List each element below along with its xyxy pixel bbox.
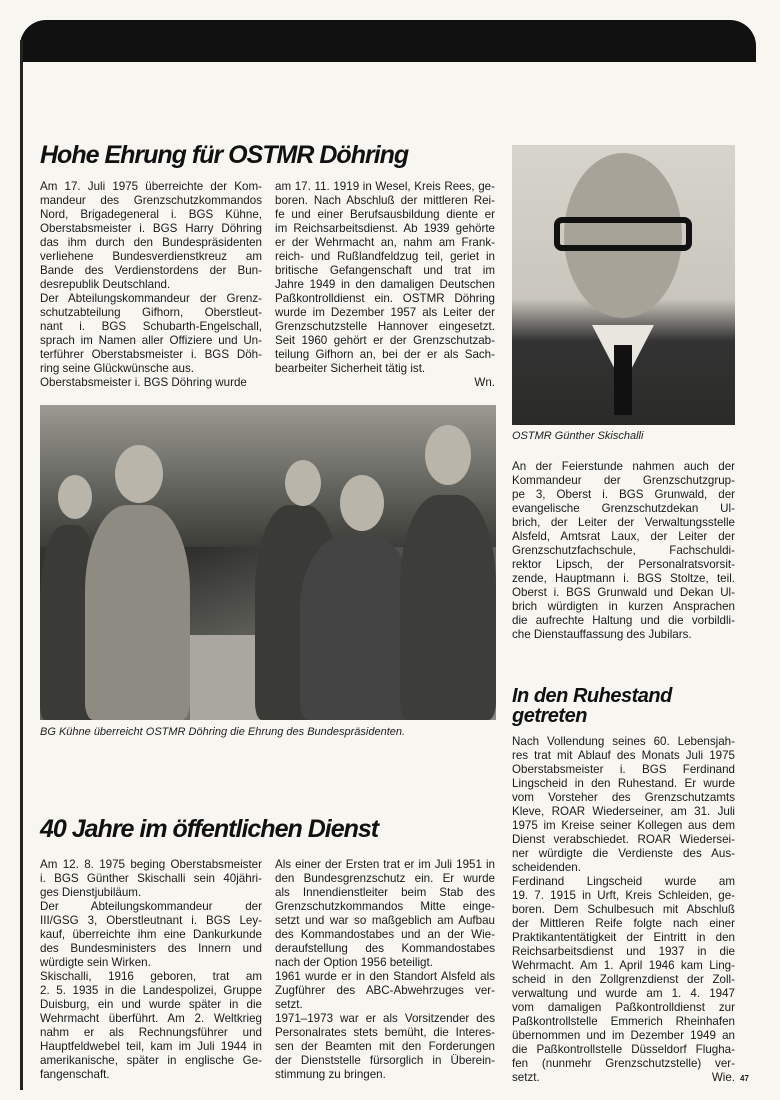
text-line: Praktikantentätigkeit der Eintritt in den [512,931,735,944]
text-line: Grenzschutzstelle Hannover eingesetzt. [275,320,495,333]
portrait-caption: OSTMR Günther Skischalli [512,430,644,442]
header-bar [20,20,756,62]
text-line: i. BGS Günther Skischalli sein 40jähri- [40,872,262,885]
text-line: 1971–1973 war er als Vorsitzender des [275,1012,495,1025]
text-line: Als einer der Ersten trat er im Juli 1951 in [275,858,495,871]
text-line: boren. Nach Abschluß der mittleren Rei- [275,194,495,207]
text-line: bearbeiter Sicherheit tätig ist. [275,362,426,375]
page-edge [20,40,23,1090]
text-line: scheid in den Zollgrenzdienst der Zoll- [512,973,735,986]
text-line: die aufrechte Haltung und die vorbildli- [512,614,735,627]
text-line: übernommen und im Dezember 1949 an [512,1029,735,1042]
text-line: des Kommandostabes und an der Wie- [275,928,495,941]
text-line: nach der Option 1956 beteiligt. [275,956,433,969]
text-line: fe und einer Berufsausbildung diente er [275,208,495,221]
ceremony-photo [40,405,496,720]
text-line: ring seine Glückwünsche aus. [40,362,195,375]
text-line: fangenschaft. [40,1068,110,1081]
text-line: deraufstellung des Kommandostabes [275,942,495,955]
text-line: schutzabteilung Gifhorn, Oberstleut- [40,306,262,319]
text-line: die Paßkontrollstelle Düsseldorf Flugha- [512,1043,735,1056]
article2-col1 [40,858,262,1082]
text-line: Grenzschutzfachschule, Fachschuldi- [512,544,735,557]
text-line: Duisburg, ein und wurde später in die [40,998,262,1011]
text-line: Kleve, ROAR Wiederseiner, am 31. Juli [512,805,735,818]
article3-body [512,735,735,1085]
text-line: 2. 5. 1935 in die Landespolizei, Gruppe [40,984,262,997]
text-line: Hauptfeldwebel teil, kam im Juli 1944 in [40,1040,262,1053]
text-line: ges Dienstjubiläum. [40,886,142,899]
article2-right-col [512,460,735,642]
text-line: würdigte sein Wirken. [40,956,151,969]
text-line: mandeur des Grenzschutzkommandos [40,194,262,207]
text-line: den Bundesgrenzschutz ein. Er wurde [275,872,495,885]
text-line: Paßkontrollstelle Emmerich Rheinhafen [512,1015,735,1028]
article-title-dienst: 40 Jahre im öffentlichen Dienst [40,815,379,843]
text-line: Wehrmacht überführt. Am 2. Weltkrieg [40,1012,262,1025]
text-line: im Reichsarbeitsdienst. Ab 1939 gehörte [275,222,495,235]
text-line: brich würdigten in kurzen Ansprachen [512,600,735,613]
text-line: 1961 wurde er in den Standort Alsfeld als [275,970,495,983]
text-line: fen (nunmehr Grenzschutzstelle) ver- [512,1057,735,1070]
text-line: desrepublik Deutschland. [40,278,171,291]
text-line: Kommandeur der Grenzschutzgrup- [512,474,735,487]
text-line: zende, Hauptmann i. BGS Stoltze, teil. [512,572,735,585]
text-line: che Dienstauffassung des Jubilars. [512,628,692,641]
text-line: sen der Beamten mit den Forderungen [275,1040,495,1053]
text-line: pe 3, Oberst i. BGS Grunwald, der [512,488,735,501]
page-number: 47 [740,1074,749,1083]
text-line: Dienst verabschiedet. ROAR Wiedersei- [512,833,735,846]
text-line: Ferdinand Lingscheid wurde am [512,875,735,888]
text-line: Reichsarbeitsdienst und 1937 in die [512,945,735,958]
text-line: Am 17. Juli 1975 überreichte der Kom- [40,180,262,193]
text-line: Oberstabsmeister i. BGS Harry Döhring [40,222,262,235]
text-line: III/GSG 3, Oberstleutnant i. BGS Ley- [40,914,262,927]
text-line: evangelische Grenzschutzdekan Ul- [512,502,735,515]
article-title-doehring: Hohe Ehrung für OSTMR Döhring [40,141,409,169]
text-line: Jahre 1949 in den damaligen Deutschen [275,278,495,291]
text-line: am 17. 11. 1919 in Wesel, Kreis Rees, ge- [275,180,495,193]
text-line: Wehrmacht. Am 1. April 1946 kam Ling- [512,959,735,972]
text-line: reich- und Rußlandfeldzug teil, geriet in [275,250,495,263]
text-line: setzt und war so maßgeblich am Aufbau [275,914,495,927]
text-line: Paßkontrolldienst ein. OSTMR Döhring [275,292,495,305]
text-line: wurde im Dezember 1957 als Leiter der [275,306,495,319]
text-line: verliehene Bundesverdienstkreuz am [40,250,262,263]
text-line: Oberstabsmeister i. BGS Ferdinand [512,763,735,776]
text-line: setzt. [275,998,303,1011]
article1-col2 [275,180,495,376]
text-line: An der Feierstunde nahmen auch der [512,460,735,473]
text-line: Nord, Brigadegeneral i. BGS Kühne, [40,208,262,221]
text-line: Der Abteilungskommandeur der Grenz- [40,292,262,305]
text-line: res trat mit Ablauf des Monats Juli 1975 [512,749,735,762]
photo-caption: BG Kühne überreicht OSTMR Döhring die Ehrung des Bundespräsidenten. [40,726,406,738]
text-line: das ihm durch den Bundespräsidenten [40,236,262,249]
text-line: teilung Gifhorn an, bei der er als Sach- [275,348,495,361]
text-line: terführer Oberstabsmeister i. BGS Döh- [40,348,262,361]
text-line: rektor Lipsch, der Personalratsvorsit- [512,558,735,571]
text-line: nahm er als Rechnungsführer und [40,1026,262,1039]
text-line: Zugführer des ABC-Abwehrzuges ver- [275,984,495,997]
text-line: Der Abteilungskommandeur der [40,900,262,913]
text-line: stimmung zu bringen. [275,1068,386,1081]
text-line: kauf, überreichte ihm eine Dankurkunde [40,928,262,941]
article2-col2 [275,858,495,1082]
text-line: boren. Dem Schulbesuch mit Abschluß [512,903,735,916]
text-line: Am 12. 8. 1975 beging Oberstabsmeister [40,858,262,871]
text-line: des Bundesministers des Innern und [40,942,262,955]
signature: Wie. [711,1071,735,1084]
text-line: Bande des Verdienstordens der Bun- [40,264,262,277]
text-line: britische Gefangenschaft und trat im [275,264,495,277]
portrait-photo [512,145,735,425]
text-line: Seit 1960 gehört er der Grenzschutzab- [275,334,495,347]
text-line: Oberst i. BGS Grunwald und Dekan Ul- [512,586,735,599]
text-line: scheidenden. [512,861,581,874]
text-line: 1975 im Kreise seiner Kollegen aus dem [512,819,735,832]
text-line: Skischalli, 1916 geboren, trat am [40,970,262,983]
text-line: der Dienststelle fürsorglich in Überein- [275,1054,495,1067]
text-line: amerikanische, später in englische Ge- [40,1054,262,1067]
text-line: vom Vorsteher des Grenzschutzamts [512,791,735,804]
text-line: Nach Vollendung seines 60. Lebensjah- [512,735,735,748]
text-line: der Mittleren Reife folgte nach einer [512,917,735,930]
text-line: brich, der Leiter der Verwaltungsstelle [512,516,735,529]
signature: Wn. [474,376,495,389]
text-line: vom damaligen Paßkontrolldienst zur [512,1001,735,1014]
text-line: sprach im Namen aller Offiziere und Un- [40,334,262,347]
text-line: Personalrates stets bemüht, die Interes- [275,1026,495,1039]
text-line: verwaltung und wurde am 1. 4. 1947 [512,987,735,1000]
text-line: Alsfeld, Amtsrat Laux, der Leiter der [512,530,735,543]
text-line: als Innendienstleiter beim Stab des [275,886,495,899]
text-line: 19. 7. 1915 in Urft, Kreis Schleiden, ge- [512,889,735,902]
text-line: setzt. [512,1071,540,1084]
article-title-ruhestand: In den Ruhestand getreten [512,685,672,727]
text-line: Lingscheid in den Ruhestand. Er wurde [512,777,735,790]
text-line: Oberstabsmeister i. BGS Döhring wurde [40,376,247,389]
text-line: Grenzschutzkommandos Mitte einge- [275,900,495,913]
text-line: er der Wehrmacht an, nahm am Frank- [275,236,495,249]
article1-col1 [40,180,262,390]
text-line: ner würdigte die Verdienste des Aus- [512,847,735,860]
text-line: nant i. BGS Schubarth-Engelschall, [40,320,262,333]
